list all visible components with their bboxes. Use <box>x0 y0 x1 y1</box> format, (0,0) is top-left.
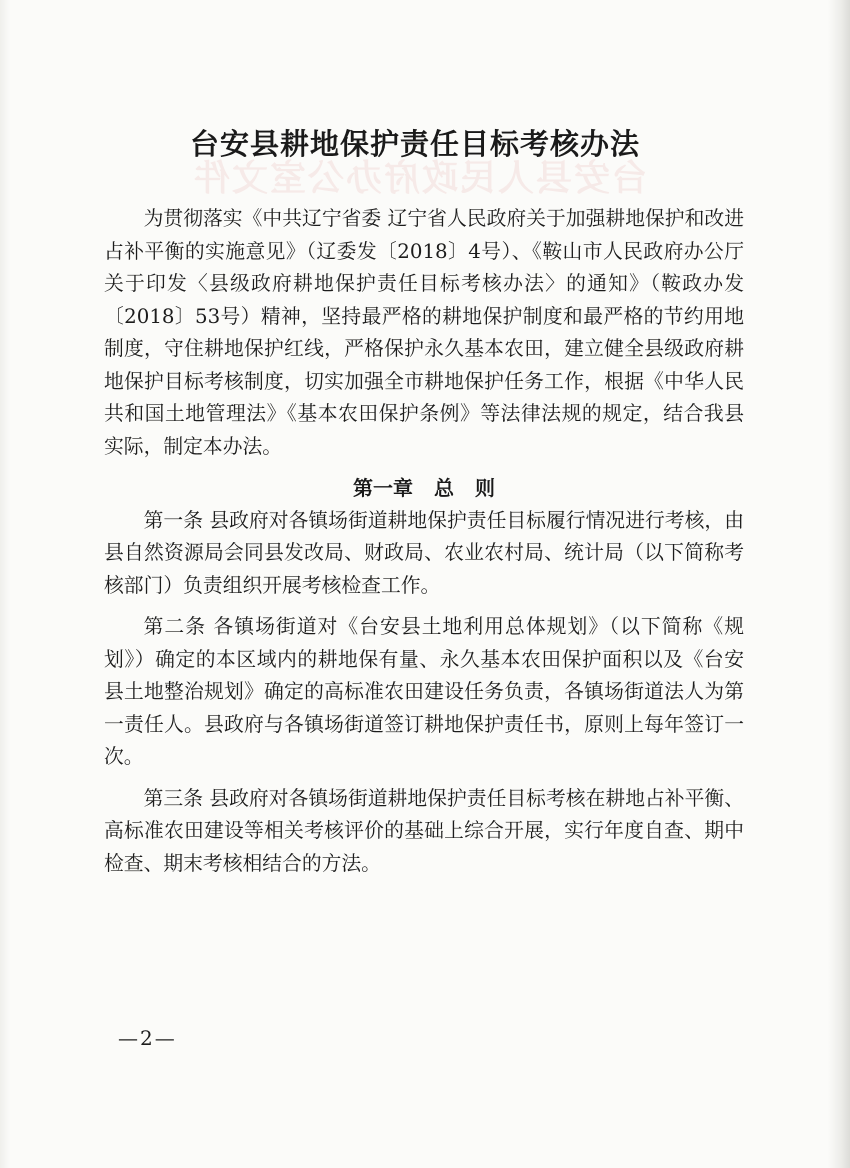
document-body <box>104 203 744 880</box>
bleed-through-letterhead: 台安县人民政府办公室文件 <box>192 157 649 199</box>
preamble-paragraph: 为贯彻落实《中共辽宁省委 辽宁省人民政府关于加强耕地保护和改进占补平衡的实施意见》（辽委发〔2018〕4号）、《鞍山市人民政府办公厅关于印发〈县级政府耕地保护责任目标考核办法〉的通知》（鞍政办发〔2018〕53号）精神，坚持最严格的耕地保护制度和最严格的节约用地制度，守住耕地保护红线，严格保护永久基本农田，建立健全县级政府耕地保护目标考核制度，切实加强全市耕地保护任务工作，根据《中华人民共和国土地管理法》《基本农田保护条例》等法律法规的规定，结合我县实际，制定本办法。 <box>104 207 744 458</box>
document-title: 台安县耕地保护责任目标考核办法 <box>189 127 640 161</box>
page-number: —2— <box>118 1026 177 1050</box>
article-1: 第一条 县政府对各镇场街道耕地保护责任目标履行情况进行考核，由县自然资源局会同县发改局、财政局、农业农村局、统计局（以下简称考核部门）负责组织开展考核检查工作。 <box>104 508 744 597</box>
chapter-heading: 第一章 总 则 <box>353 476 495 500</box>
article-3: 第三条 县政府对各镇场街道耕地保护责任目标考核在耕地占补平衡、高标准农田建设等相关考核评价的基础上综合开展，实行年度自查、期中检查、期末考核相结合的方法。 <box>104 786 744 875</box>
scan-left-edge <box>0 0 10 1168</box>
article-2: 第二条 各镇场街道对《台安县土地利用总体规划》（以下简称《规划》）确定的本区域内的耕地保有量、永久基本农田保护面积以及《台安县土地整治规划》确定的高标准农田建设任务负责，各镇场街道法人为第一责任人。县政府与各镇场街道签订耕地保护责任书，原则上每年签订一次。 <box>104 615 744 768</box>
scan-right-edge <box>828 0 850 1168</box>
